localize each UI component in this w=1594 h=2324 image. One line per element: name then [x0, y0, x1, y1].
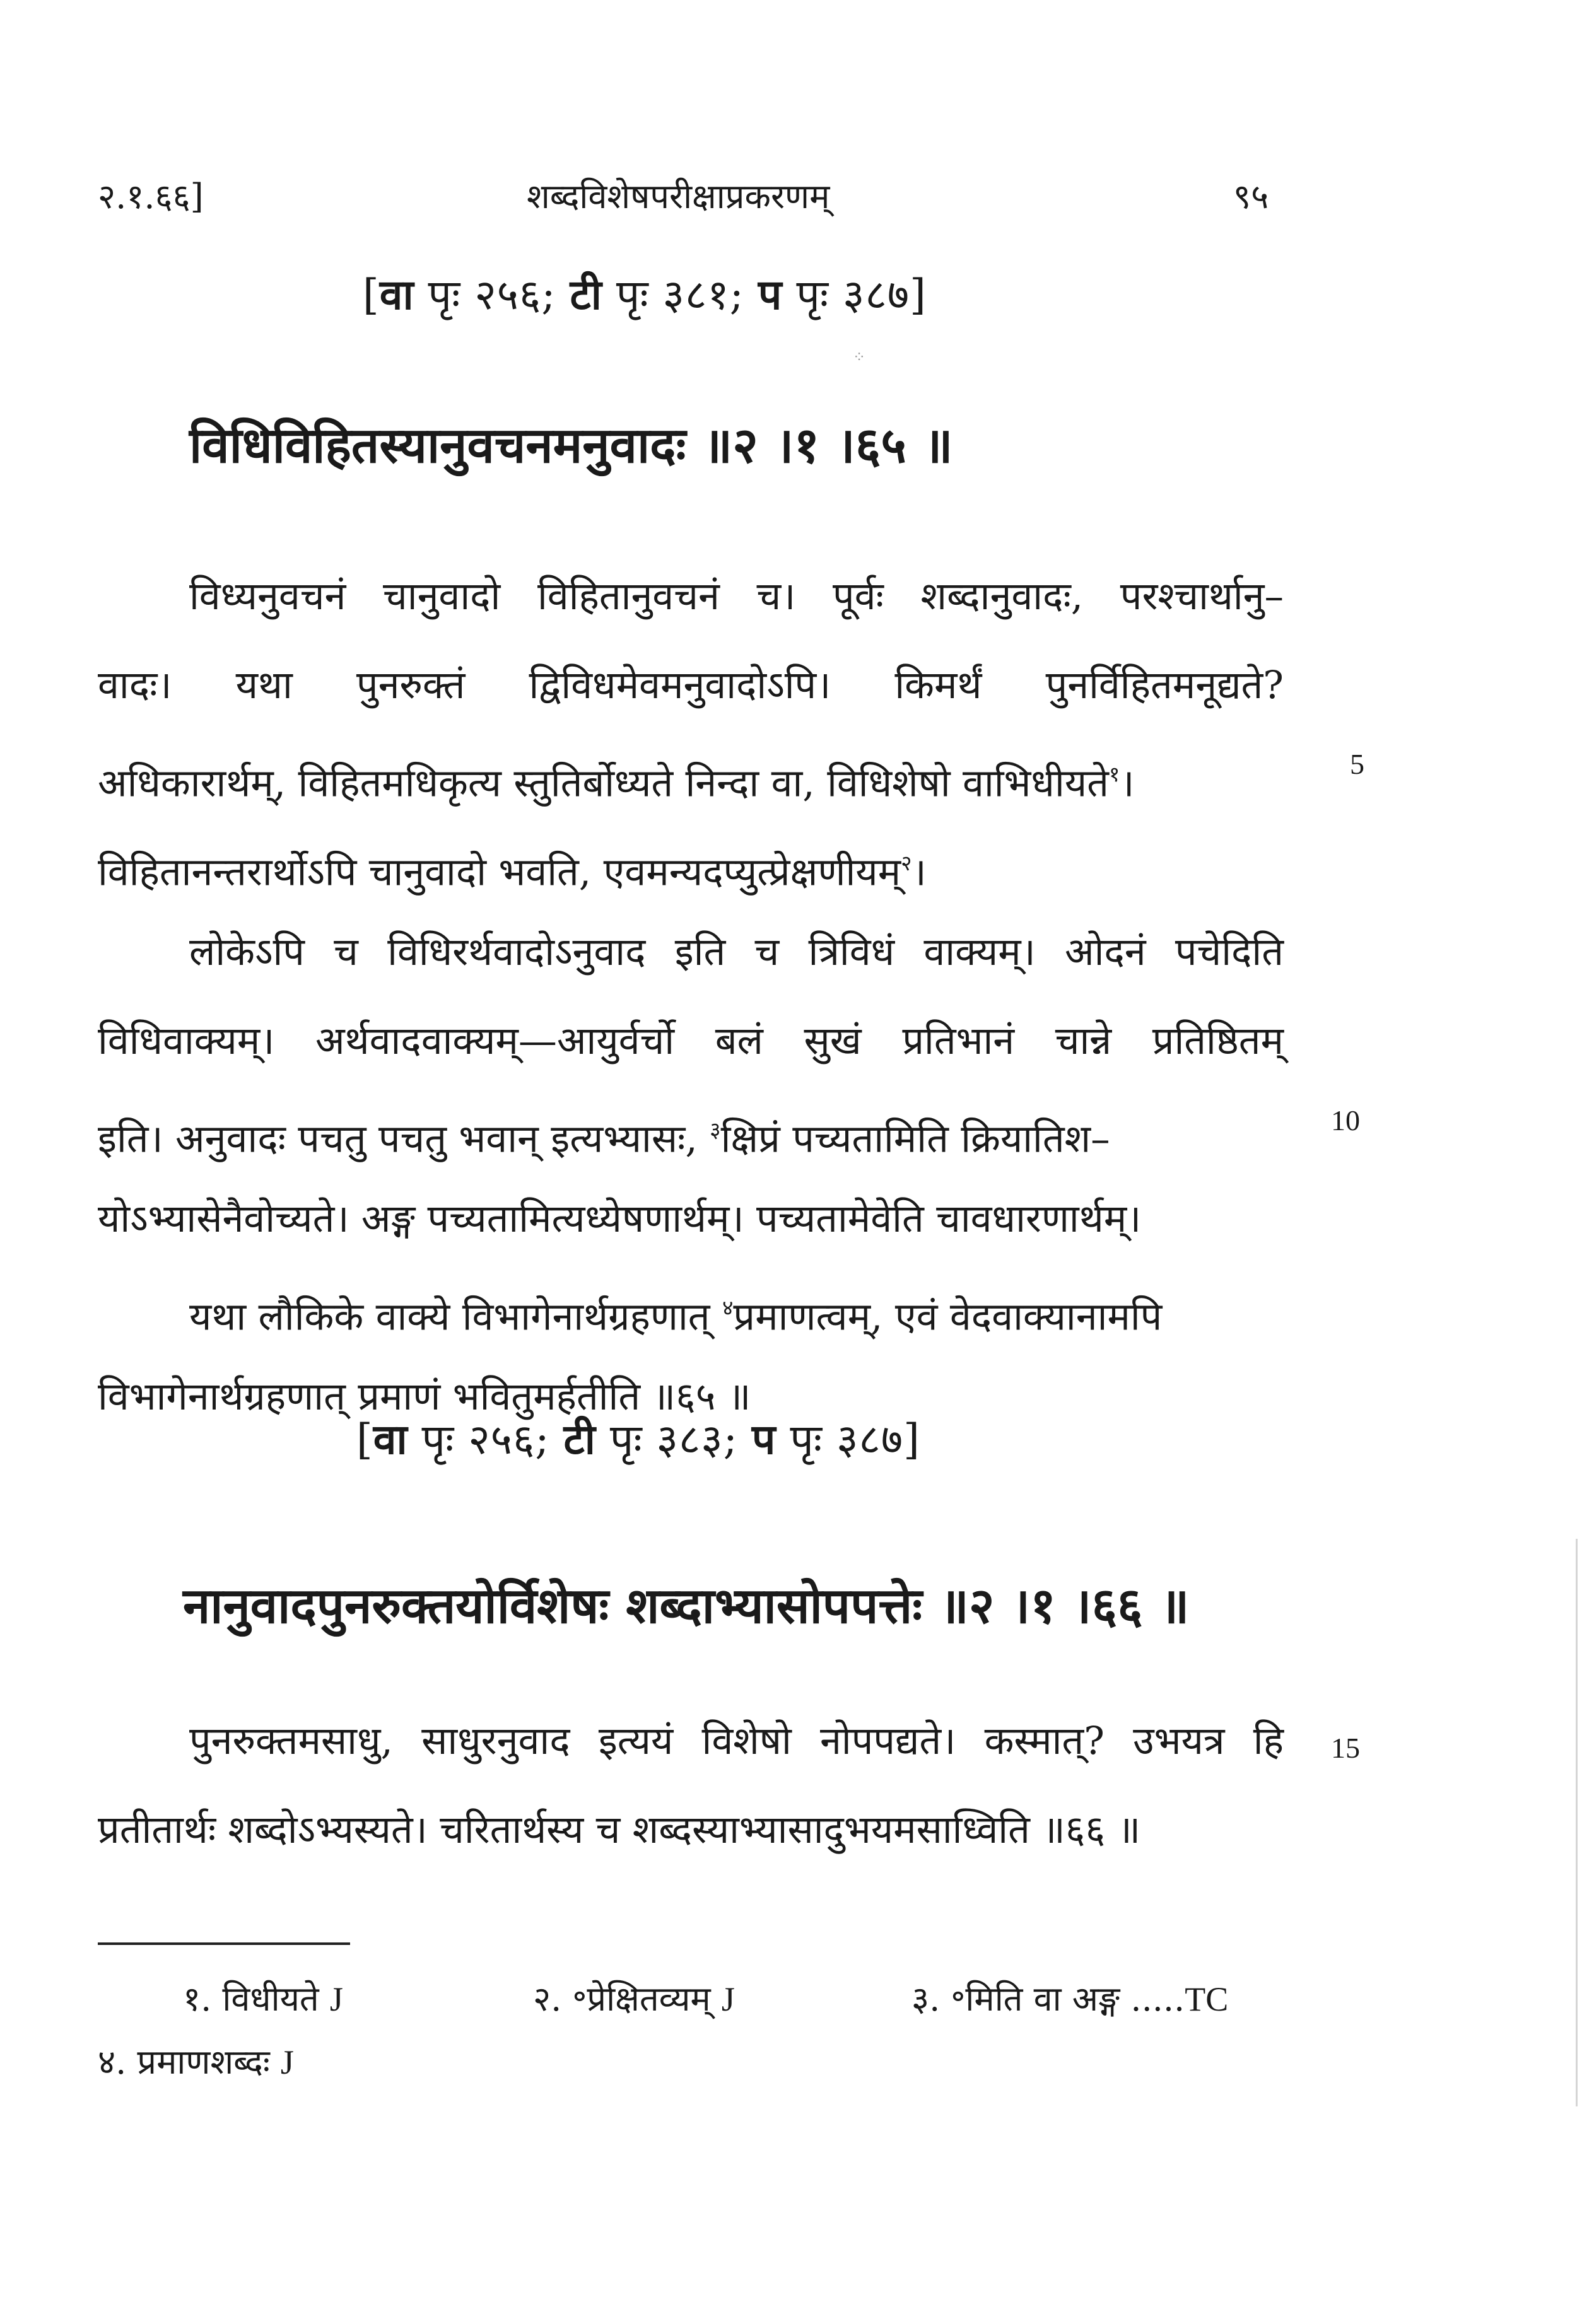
footnote-4: ४. प्रमाणशब्दः J: [98, 2042, 294, 2082]
commentary-paragraph: [98, 1696, 1284, 1874]
ref-abbrev: प: [751, 1415, 776, 1464]
text-line: वादः। यथा पुनरुक्तं द्विविधमेवमनुवादोऽपि। किमर्थं पुनर्विहितमनूद्यते?: [98, 663, 1284, 708]
text-line: लोकेऽपि च विधिरर्थवादोऽनुवाद इति च त्रिविधं वाक्यम्। ओदनं पचेदिति: [189, 930, 1284, 974]
text-line: इति। अनुवादः पचतु पचतु भवान् इत्यभ्यासः, $^३$क्षिप्रं पच्यतामिति क्रियातिश–: [98, 1116, 1110, 1162]
text-line: योऽभ्यासेनैवोच्यते। अङ्ग पच्यतामित्यध्येषणार्थम्। पच्यतामेवेति चावधारणार्थम्।: [98, 1196, 1142, 1241]
line-number: 10: [1331, 1104, 1360, 1136]
text-line: विहितानन्तरार्थोऽपि चानुवादो भवति, एवमन्यदप्युत्प्रेक्षणीयम्$^२$।: [98, 850, 927, 895]
footnote-rule: [98, 1942, 350, 1945]
text-line: यथा लौकिके वाक्ये विभागेनार्थग्रहणात् $^४$प्रमाणत्वम्, एवं वेदवाक्यानामपि: [189, 1294, 1163, 1340]
footnote-marker: ३: [710, 1118, 721, 1142]
sutra-heading: नानुवादपुनरुक्तयोर्विशेषः शब्दाभ्यासोपपत्तेः ॥२ ।१ ।६६ ॥: [183, 1577, 1190, 1635]
ref-abbrev: वा: [373, 1415, 408, 1464]
header-section-number: २.१.६६]: [98, 177, 204, 216]
page-number: ९५: [1233, 177, 1269, 216]
text-line: विभागेनार्थग्रहणात् प्रमाणं भवितुमर्हतीति ॥६५ ॥: [98, 1374, 751, 1419]
ref-abbrev: टी: [570, 270, 602, 319]
ref-abbrev: वा: [379, 270, 414, 319]
footnote-marker: ४: [722, 1295, 734, 1320]
footnote-3: ३. ॰मिति वा अङ्ग .....TC: [911, 1979, 1229, 2019]
text-line: अधिकारार्थम्, विहितमधिकृत्य स्तुतिर्बोध्यते निन्दा वा, विधिशेषो वाभिधीयते$^१$।: [98, 761, 1135, 806]
text-line: विध्यनुवचनं चानुवादो विहितानुवचनं च। पूर्वः शब्दानुवादः, परश्चार्थानु–: [189, 574, 1284, 619]
text-line: पुनरुक्तमसाधु, साधुरनुवाद इत्ययं विशेषो नोपपद्यते। कस्मात्? उभयत्र हि: [189, 1719, 1284, 1763]
commentary-paragraph: [98, 552, 1284, 1441]
reference-line: [वा पृः २५६; टी पृः ३८१; प पृः ३८७]: [363, 270, 927, 319]
ref-abbrev: टी: [563, 1415, 596, 1464]
ref-abbrev: प: [758, 270, 783, 319]
text-line: प्रतीतार्थः शब्दोऽभ्यस्यते। चरितार्थस्य च शब्दस्याभ्यासादुभयमसाध्विति ॥६६ ॥: [98, 1807, 1141, 1852]
scan-edge-shadow: [1576, 1539, 1578, 2106]
sutra-heading: विधिविहितस्यानुवचनमनुवादः ॥२ ।१ ।६५ ॥: [189, 417, 953, 474]
line-number: 15: [1331, 1732, 1360, 1764]
line-number: 5: [1350, 748, 1364, 780]
header-chapter-title: शब्दविशेषपरीक्षाप्रकरणम्: [527, 177, 830, 216]
footnote-marker: २: [901, 851, 912, 875]
footnote-2: २. ॰प्रेक्षितव्यम् J: [533, 1979, 735, 2019]
footnote-1: १. विधीयते J: [183, 1979, 343, 2019]
reference-line: [वा पृः २५६; टी पृः ३८३; प पृः ३८७]: [356, 1415, 920, 1464]
print-speck: ⁘: [853, 348, 866, 366]
text-line: विधिवाक्यम्। अर्थवादवाक्यम्—आयुर्वर्चो बलं सुखं प्रतिभानं चान्ने प्रतिष्ठितम्: [98, 1019, 1284, 1063]
footnote-marker: १: [1108, 762, 1120, 786]
